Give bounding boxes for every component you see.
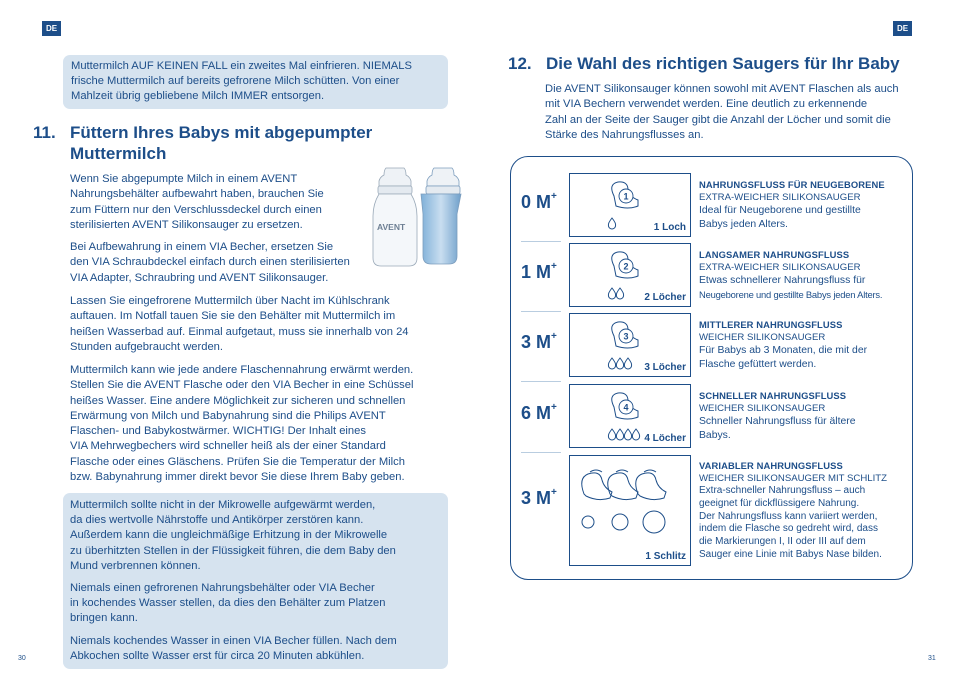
section-number: 12. bbox=[508, 54, 532, 73]
teat-type: WEICHER SILIKONSAUGER bbox=[699, 403, 826, 414]
row-divider bbox=[521, 381, 561, 382]
warning-line: bringen kann. bbox=[70, 612, 138, 625]
text-line: den VIA Schraubdeckel einfach durch einen sterilisierten bbox=[70, 256, 350, 269]
warning-line: Niemals einen gefrorenen Nahrungsbehälter oder VIA Becher bbox=[70, 582, 375, 595]
text-line: Bei Aufbewahrung in einem VIA Becher, ersetzen Sie bbox=[70, 241, 334, 253]
warning-line: Abkochen sollte Wasser erst für circa 20 Minuten abkühlen. bbox=[70, 649, 365, 662]
hole-count-label: 4 Löcher bbox=[644, 433, 686, 444]
text-line: zum Füttern nur den Verschlussdeckel durch einen bbox=[70, 203, 322, 216]
text-line: Wenn Sie abgepumpte Milch in einem AVENT bbox=[70, 173, 298, 185]
flow-text-line: Babys jeden Alters. bbox=[699, 219, 788, 230]
section-number: 11. bbox=[33, 123, 56, 142]
flow-text-line: Neugeborene und gestillte Babys jeden Alters. bbox=[699, 289, 883, 300]
drop-icon bbox=[608, 429, 615, 440]
drop-icon bbox=[608, 288, 615, 299]
warning-line: Muttermilch sollte nicht in der Mikrowelle aufgewärmt werden, bbox=[70, 499, 376, 511]
section-title-line: Muttermilch bbox=[70, 144, 167, 163]
flow-text-line: Flasche gefüttert werden. bbox=[699, 359, 817, 370]
age-plus: + bbox=[551, 487, 557, 498]
flow-text-line: Babys. bbox=[699, 430, 731, 441]
warning-line: in kochendes Wasser stellen, da dies den Behälter zum Platzen bbox=[70, 597, 386, 610]
teat-type: EXTRA-WEICHER SILIKONSAUGER bbox=[699, 192, 861, 203]
warning-line: da dies wertvolle Nährstoffe und Antikörper zerstören kann. bbox=[70, 514, 364, 527]
drop-icon bbox=[608, 358, 615, 369]
flow-title: SCHNELLER NAHRUNGSFLUSS bbox=[699, 390, 847, 401]
age-label bbox=[521, 403, 557, 424]
flow-title: MITTLERER NAHRUNGSFLUSS bbox=[699, 319, 843, 330]
teat-type: WEICHER SILIKONSAUGER MIT SCHLITZ bbox=[699, 473, 887, 484]
text-line: heißes Wasser. Eine andere Möglichkeit zur sicheren und schnellen bbox=[70, 394, 406, 407]
text-line: Flasche oder eines Gläschens. Prüfen Sie die Temperatur der Milch bbox=[70, 455, 405, 468]
section-title-line: Füttern Ihres Babys mit abgepumpter bbox=[70, 123, 373, 142]
text-line: bzw. Babynahrung immer direkt bevor Sie diese Ihrem Baby geben. bbox=[70, 471, 405, 484]
row-divider bbox=[521, 311, 561, 312]
age-label bbox=[521, 488, 557, 509]
age-value: 6 M bbox=[521, 403, 552, 423]
flow-text-line: Sauger eine Linie mit Babys Nase bilden. bbox=[699, 548, 882, 560]
age-value: 3 M bbox=[521, 488, 552, 508]
age-label bbox=[521, 192, 557, 213]
teat-number: 4 bbox=[623, 402, 629, 413]
flow-text-line: geeignet für dickflüssigere Nahrung. bbox=[699, 497, 860, 509]
text-line: auftauen. Im Notfall tauen Sie sie den Behälter mit Muttermilch im bbox=[70, 310, 396, 323]
flow-description bbox=[699, 318, 911, 372]
text-line: Stärke des Nahrungsflusses an. bbox=[545, 128, 704, 141]
row-divider bbox=[521, 452, 561, 453]
flow-circle-large bbox=[643, 511, 665, 533]
drop-icon bbox=[616, 429, 623, 440]
teat-type: WEICHER SILIKONSAUGER bbox=[699, 332, 826, 343]
paragraph-via bbox=[70, 240, 370, 286]
age-plus: + bbox=[551, 402, 557, 413]
flow-circle-small bbox=[582, 516, 594, 528]
warning-line: Außerdem kann die ungleichmäßige Erhitzung in der Mikrowelle bbox=[70, 529, 388, 542]
language-tag-right: DE bbox=[893, 21, 912, 36]
row-divider bbox=[521, 241, 561, 242]
flow-description bbox=[699, 178, 911, 232]
flow-description bbox=[699, 248, 911, 302]
text-line: Die AVENT Silikonsauger können sowohl mit AVENT Flaschen als auch bbox=[545, 83, 899, 95]
text-line: Flaschen- und Babykostwärmer. WICHTIG! Der Inhalt eines bbox=[70, 425, 366, 438]
teat-illustration-box bbox=[569, 384, 691, 448]
text-line: VIA Adapter, Schraubring und AVENT Silikonsauger. bbox=[70, 271, 329, 284]
teat-illustration-box bbox=[569, 313, 691, 377]
section-12-heading bbox=[508, 54, 928, 76]
warning-line: Mund verbrennen können. bbox=[70, 559, 201, 572]
text-line: Stunden aufgebraucht werden. bbox=[70, 340, 224, 353]
hole-count-label: 3 Löcher bbox=[644, 362, 686, 373]
teat-type: EXTRA-WEICHER SILIKONSAUGER bbox=[699, 262, 861, 273]
flow-text-line: Ideal für Neugeborene und gestillte bbox=[699, 205, 861, 216]
drop-icon bbox=[624, 358, 631, 369]
teat-illustration-box bbox=[569, 455, 691, 566]
teat-number: 2 bbox=[623, 261, 629, 272]
flow-text-line: Etwas schnellerer Nahrungsfluss für bbox=[699, 275, 866, 286]
age-value: 1 M bbox=[521, 262, 552, 282]
language-tag-left: DE bbox=[42, 21, 61, 36]
age-plus: + bbox=[551, 261, 557, 272]
flow-title: LANGSAMER NAHRUNGSFLUSS bbox=[699, 249, 850, 260]
age-value: 0 M bbox=[521, 192, 552, 212]
teat-number: 3 bbox=[623, 331, 629, 342]
section-11-heading bbox=[33, 123, 433, 165]
flow-text-line: die Markierungen I, II oder III auf dem bbox=[699, 536, 866, 548]
age-label bbox=[521, 332, 557, 353]
paragraph-warming bbox=[70, 363, 450, 485]
age-plus: + bbox=[551, 191, 557, 202]
paragraph-thawing bbox=[70, 294, 450, 355]
drop-icon bbox=[632, 429, 639, 440]
flow-text-line: indem die Flasche so gedreht wird, dass bbox=[699, 523, 878, 535]
age-value: 3 M bbox=[521, 332, 552, 352]
flow-title: NAHRUNGSFLUSS FÜR NEUGEBORENE bbox=[699, 179, 885, 190]
warning-line: Mahlzeit übrig gebliebene Milch IMMER entsorgen. bbox=[71, 90, 325, 103]
paragraph-storage bbox=[70, 172, 370, 233]
teat-illustration-box bbox=[569, 243, 691, 307]
flow-title: VARIABLER NAHRUNGSFLUSS bbox=[699, 460, 843, 471]
page-number-left: 30 bbox=[18, 655, 26, 662]
bottle-brand-label: AVENT bbox=[377, 222, 406, 232]
flow-description bbox=[699, 459, 911, 562]
microwave-warning-box bbox=[63, 493, 448, 669]
age-plus: + bbox=[551, 331, 557, 342]
hole-count-label: 1 Schlitz bbox=[645, 551, 686, 562]
text-line: Muttermilch kann wie jede andere Flaschennahrung erwärmt werden. bbox=[70, 364, 414, 376]
page-number-right: 31 bbox=[928, 655, 936, 662]
warning-line: Muttermilch AUF KEINEN FALL ein zweites Mal einfrieren. NIEMALS bbox=[71, 60, 412, 72]
text-line: mit VIA Bechern verwendet werden. Eine deutlich zu erkennende bbox=[545, 98, 868, 111]
warning-line: Niemals kochendes Wasser in einen VIA Becher füllen. Nach dem bbox=[70, 634, 397, 647]
teat-slit-icon bbox=[636, 473, 666, 500]
teat-slit-icon bbox=[608, 473, 638, 500]
text-line: Stellen Sie die AVENT Flasche oder den VIA Becher in eine Schüssel bbox=[70, 379, 414, 392]
age-label bbox=[521, 262, 557, 283]
text-line: VIA Mehrwegbechers wird schneller heiß als der einer Standard bbox=[70, 440, 386, 453]
text-line: Nahrungsbehälter aufbewahrt haben, brauchen Sie bbox=[70, 188, 324, 201]
drop-icon bbox=[608, 218, 615, 229]
text-line: sterilisierten AVENT Silikonsauger zu ersetzen. bbox=[70, 218, 303, 231]
drop-icon bbox=[616, 288, 623, 299]
drop-icon bbox=[616, 358, 623, 369]
text-line: Zahl an der Seite der Sauger gibt die Anzahl der Löcher und somit die bbox=[545, 113, 891, 126]
section-title: Die Wahl des richtigen Saugers für Ihr Baby bbox=[546, 54, 900, 73]
hole-count-label: 1 Loch bbox=[653, 222, 686, 233]
flow-text-line: Schneller Nahrungsfluss für ältere bbox=[699, 416, 856, 427]
hole-count-label: 2 Löcher bbox=[644, 292, 686, 303]
flow-text-line: Für Babys ab 3 Monaten, die mit der bbox=[699, 345, 868, 356]
section-12-intro bbox=[545, 82, 925, 143]
text-line: heißen Wasserbad auf. Einmal aufgetaut, muss sie innerhalb von 24 bbox=[70, 325, 409, 338]
text-line: Lassen Sie eingefrorene Muttermilch über Nacht im Kühlschrank bbox=[70, 295, 390, 307]
teat-illustration-box bbox=[569, 173, 691, 237]
bottles-illustration bbox=[372, 166, 462, 271]
warning-line: zu überhitzten Stellen in der Flüssigkeit führen, die dem Baby den bbox=[70, 544, 396, 557]
drop-icon bbox=[624, 429, 631, 440]
flow-text-line: Extra-schneller Nahrungsfluss – auch bbox=[699, 485, 866, 496]
flow-text-line: Der Nahrungsfluss kann variiert werden, bbox=[699, 510, 878, 522]
warning-line: frische Muttermilch auf bereits gefrorene Milch schütten. Von einer bbox=[71, 75, 400, 88]
text-line: Erwärmung von Milch und Babynahrung sind die Philips AVENT bbox=[70, 409, 386, 422]
teat-number: 1 bbox=[623, 191, 629, 202]
flow-circle-medium bbox=[612, 514, 628, 530]
flow-description bbox=[699, 389, 911, 443]
freezing-warning-box bbox=[63, 55, 448, 109]
